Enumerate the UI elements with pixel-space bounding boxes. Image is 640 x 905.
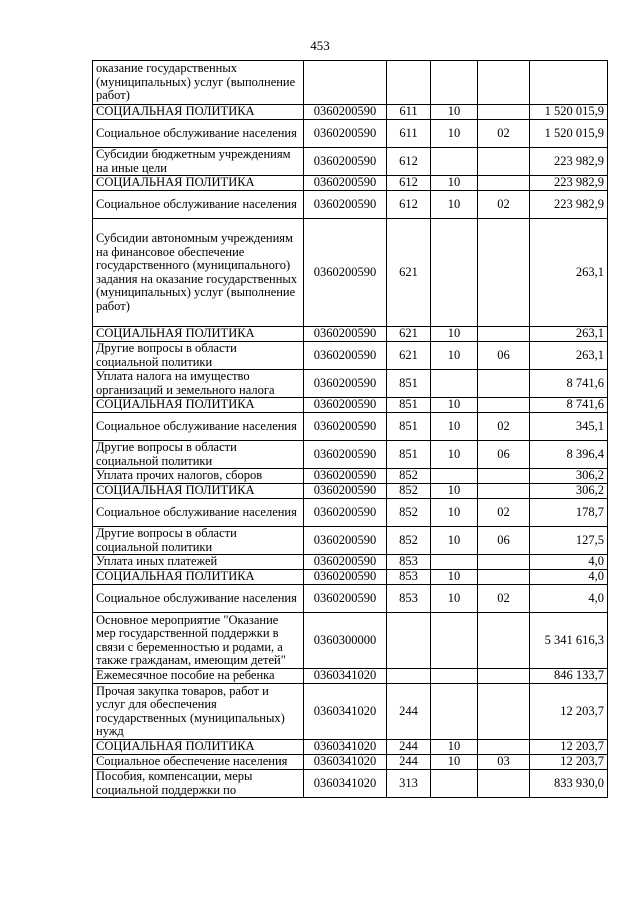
cell-section	[431, 555, 478, 570]
cell-subsection: 06	[478, 527, 530, 555]
cell-amount: 12 203,7	[530, 755, 608, 770]
cell-subsection	[478, 148, 530, 176]
cell-amount: 127,5	[530, 527, 608, 555]
cell-target-article: 0360200590	[304, 585, 387, 613]
table-row	[93, 740, 608, 755]
cell-section: 10	[431, 413, 478, 441]
cell-subsection	[478, 570, 530, 585]
cell-name: СОЦИАЛЬНАЯ ПОЛИТИКА	[93, 740, 304, 755]
cell-expense-type: 621	[387, 327, 431, 342]
cell-subsection	[478, 555, 530, 570]
table-row	[93, 570, 608, 585]
cell-name: Социальное обслуживание населения	[93, 120, 304, 148]
cell-name: Субсидии автономным учреждениям на финансовое обеспечение государственного (муниципального) задания на оказание государственных (муниципальных) услуг (выполнение работ)	[93, 219, 304, 327]
table-row	[93, 527, 608, 555]
cell-subsection	[478, 613, 530, 669]
cell-amount: 4,0	[530, 585, 608, 613]
cell-expense-type: 853	[387, 555, 431, 570]
table-row	[93, 669, 608, 684]
cell-amount: 5 341 616,3	[530, 613, 608, 669]
cell-expense-type: 853	[387, 585, 431, 613]
cell-amount: 833 930,0	[530, 770, 608, 798]
cell-expense-type: 851	[387, 441, 431, 469]
cell-section: 10	[431, 755, 478, 770]
cell-section: 10	[431, 570, 478, 585]
cell-subsection: 02	[478, 120, 530, 148]
cell-subsection	[478, 327, 530, 342]
table-row	[93, 342, 608, 370]
cell-section: 10	[431, 105, 478, 120]
cell-amount: 178,7	[530, 499, 608, 527]
cell-amount: 223 982,9	[530, 148, 608, 176]
cell-subsection: 06	[478, 342, 530, 370]
cell-name: СОЦИАЛЬНАЯ ПОЛИТИКА	[93, 398, 304, 413]
budget-table-body	[93, 61, 608, 798]
cell-section: 10	[431, 499, 478, 527]
cell-name: Основное мероприятие "Оказание мер государственной поддержки в связи с беременностью и родами, а также гражданам, имеющим детей"	[93, 613, 304, 669]
cell-name: Социальное обеспечение населения	[93, 755, 304, 770]
cell-name: Социальное обслуживание населения	[93, 191, 304, 219]
cell-section: 10	[431, 120, 478, 148]
cell-name: Уплата налога на имущество организаций и земельного налога	[93, 370, 304, 398]
cell-subsection	[478, 370, 530, 398]
cell-expense-type	[387, 669, 431, 684]
table-row	[93, 613, 608, 669]
cell-expense-type: 851	[387, 398, 431, 413]
cell-name: СОЦИАЛЬНАЯ ПОЛИТИКА	[93, 105, 304, 120]
cell-section: 10	[431, 441, 478, 469]
cell-name: Другие вопросы в области социальной политики	[93, 527, 304, 555]
cell-name: Социальное обслуживание населения	[93, 585, 304, 613]
cell-amount: 1 520 015,9	[530, 120, 608, 148]
cell-subsection: 02	[478, 191, 530, 219]
cell-subsection	[478, 219, 530, 327]
table-row	[93, 327, 608, 342]
cell-amount: 263,1	[530, 342, 608, 370]
cell-amount: 8 396,4	[530, 441, 608, 469]
cell-target-article: 0360200590	[304, 342, 387, 370]
cell-amount: 263,1	[530, 327, 608, 342]
cell-subsection	[478, 684, 530, 740]
table-row	[93, 585, 608, 613]
cell-section	[431, 770, 478, 798]
cell-name: Субсидии бюджетным учреждениям на иные цели	[93, 148, 304, 176]
cell-expense-type: 852	[387, 484, 431, 499]
cell-amount: 12 203,7	[530, 684, 608, 740]
cell-section	[431, 61, 478, 105]
cell-name: СОЦИАЛЬНАЯ ПОЛИТИКА	[93, 570, 304, 585]
cell-amount: 4,0	[530, 570, 608, 585]
cell-name: Другие вопросы в области социальной политики	[93, 342, 304, 370]
table-row	[93, 469, 608, 484]
cell-target-article: 0360200590	[304, 484, 387, 499]
cell-expense-type	[387, 613, 431, 669]
table-row	[93, 191, 608, 219]
cell-expense-type: 313	[387, 770, 431, 798]
cell-expense-type	[387, 61, 431, 105]
table-row	[93, 441, 608, 469]
table-row	[93, 684, 608, 740]
table-row	[93, 484, 608, 499]
cell-target-article: 0360341020	[304, 755, 387, 770]
cell-amount: 1 520 015,9	[530, 105, 608, 120]
table-row	[93, 105, 608, 120]
cell-target-article: 0360200590	[304, 105, 387, 120]
cell-amount: 12 203,7	[530, 740, 608, 755]
cell-expense-type: 852	[387, 527, 431, 555]
cell-section: 10	[431, 585, 478, 613]
cell-subsection: 02	[478, 585, 530, 613]
cell-subsection	[478, 669, 530, 684]
cell-target-article: 0360200590	[304, 499, 387, 527]
cell-subsection	[478, 469, 530, 484]
cell-target-article: 0360200590	[304, 398, 387, 413]
cell-target-article: 0360200590	[304, 555, 387, 570]
table-row	[93, 770, 608, 798]
table-row	[93, 61, 608, 105]
cell-section: 10	[431, 398, 478, 413]
cell-name: СОЦИАЛЬНАЯ ПОЛИТИКА	[93, 176, 304, 191]
cell-target-article: 0360200590	[304, 176, 387, 191]
cell-expense-type: 853	[387, 570, 431, 585]
cell-section	[431, 469, 478, 484]
cell-target-article: 0360200590	[304, 120, 387, 148]
cell-section	[431, 669, 478, 684]
cell-subsection: 02	[478, 499, 530, 527]
cell-amount: 846 133,7	[530, 669, 608, 684]
cell-name: Ежемесячное пособие на ребенка	[93, 669, 304, 684]
cell-section	[431, 370, 478, 398]
cell-amount: 263,1	[530, 219, 608, 327]
cell-section	[431, 148, 478, 176]
cell-target-article: 0360200590	[304, 191, 387, 219]
cell-target-article: 0360200590	[304, 441, 387, 469]
cell-section: 10	[431, 327, 478, 342]
cell-section: 10	[431, 484, 478, 499]
cell-name: оказание государственных (муниципальных) услуг (выполнение работ)	[93, 61, 304, 105]
cell-expense-type: 851	[387, 370, 431, 398]
table-row	[93, 176, 608, 191]
cell-name: Социальное обслуживание населения	[93, 413, 304, 441]
cell-name: Прочая закупка товаров, работ и услуг для обеспечения государственных (муниципальных) нужд	[93, 684, 304, 740]
budget-table	[92, 60, 608, 798]
cell-target-article: 0360341020	[304, 669, 387, 684]
cell-subsection	[478, 740, 530, 755]
table-row	[93, 148, 608, 176]
cell-target-article: 0360300000	[304, 613, 387, 669]
cell-expense-type: 244	[387, 740, 431, 755]
cell-section	[431, 219, 478, 327]
cell-amount: 306,2	[530, 484, 608, 499]
cell-target-article: 0360200590	[304, 413, 387, 441]
cell-subsection	[478, 61, 530, 105]
cell-expense-type: 851	[387, 413, 431, 441]
cell-target-article: 0360200590	[304, 469, 387, 484]
cell-subsection	[478, 176, 530, 191]
cell-subsection	[478, 484, 530, 499]
cell-section: 10	[431, 527, 478, 555]
table-row	[93, 370, 608, 398]
cell-expense-type: 612	[387, 148, 431, 176]
cell-name: Уплата прочих налогов, сборов	[93, 469, 304, 484]
cell-expense-type: 621	[387, 219, 431, 327]
cell-expense-type: 244	[387, 755, 431, 770]
cell-subsection: 03	[478, 755, 530, 770]
cell-amount: 345,1	[530, 413, 608, 441]
cell-amount: 8 741,6	[530, 370, 608, 398]
cell-section	[431, 684, 478, 740]
cell-target-article: 0360200590	[304, 327, 387, 342]
table-row	[93, 499, 608, 527]
cell-name: СОЦИАЛЬНАЯ ПОЛИТИКА	[93, 484, 304, 499]
cell-amount	[530, 61, 608, 105]
cell-subsection	[478, 398, 530, 413]
cell-expense-type: 244	[387, 684, 431, 740]
cell-expense-type: 612	[387, 191, 431, 219]
table-row	[93, 755, 608, 770]
cell-section: 10	[431, 740, 478, 755]
table-row	[93, 398, 608, 413]
cell-target-article	[304, 61, 387, 105]
cell-name: Социальное обслуживание населения	[93, 499, 304, 527]
table-row	[93, 219, 608, 327]
cell-target-article: 0360200590	[304, 219, 387, 327]
cell-name: Другие вопросы в области социальной политики	[93, 441, 304, 469]
cell-target-article: 0360200590	[304, 370, 387, 398]
cell-name: Уплата иных платежей	[93, 555, 304, 570]
cell-expense-type: 612	[387, 176, 431, 191]
cell-amount: 4,0	[530, 555, 608, 570]
table-row	[93, 120, 608, 148]
cell-expense-type: 852	[387, 499, 431, 527]
table-row	[93, 555, 608, 570]
cell-section	[431, 613, 478, 669]
cell-target-article: 0360341020	[304, 770, 387, 798]
cell-amount: 223 982,9	[530, 176, 608, 191]
cell-expense-type: 611	[387, 120, 431, 148]
cell-expense-type: 852	[387, 469, 431, 484]
cell-target-article: 0360341020	[304, 740, 387, 755]
cell-subsection: 06	[478, 441, 530, 469]
cell-amount: 306,2	[530, 469, 608, 484]
cell-target-article: 0360341020	[304, 684, 387, 740]
cell-target-article: 0360200590	[304, 527, 387, 555]
cell-amount: 8 741,6	[530, 398, 608, 413]
table-row	[93, 413, 608, 441]
cell-name: Пособия, компенсации, меры социальной поддержки по	[93, 770, 304, 798]
cell-target-article: 0360200590	[304, 570, 387, 585]
cell-subsection: 02	[478, 413, 530, 441]
cell-section: 10	[431, 176, 478, 191]
cell-section: 10	[431, 191, 478, 219]
page-number: 453	[310, 38, 330, 53]
cell-subsection	[478, 770, 530, 798]
cell-amount: 223 982,9	[530, 191, 608, 219]
cell-section: 10	[431, 342, 478, 370]
cell-subsection	[478, 105, 530, 120]
cell-expense-type: 611	[387, 105, 431, 120]
cell-target-article: 0360200590	[304, 148, 387, 176]
cell-name: СОЦИАЛЬНАЯ ПОЛИТИКА	[93, 327, 304, 342]
cell-expense-type: 621	[387, 342, 431, 370]
